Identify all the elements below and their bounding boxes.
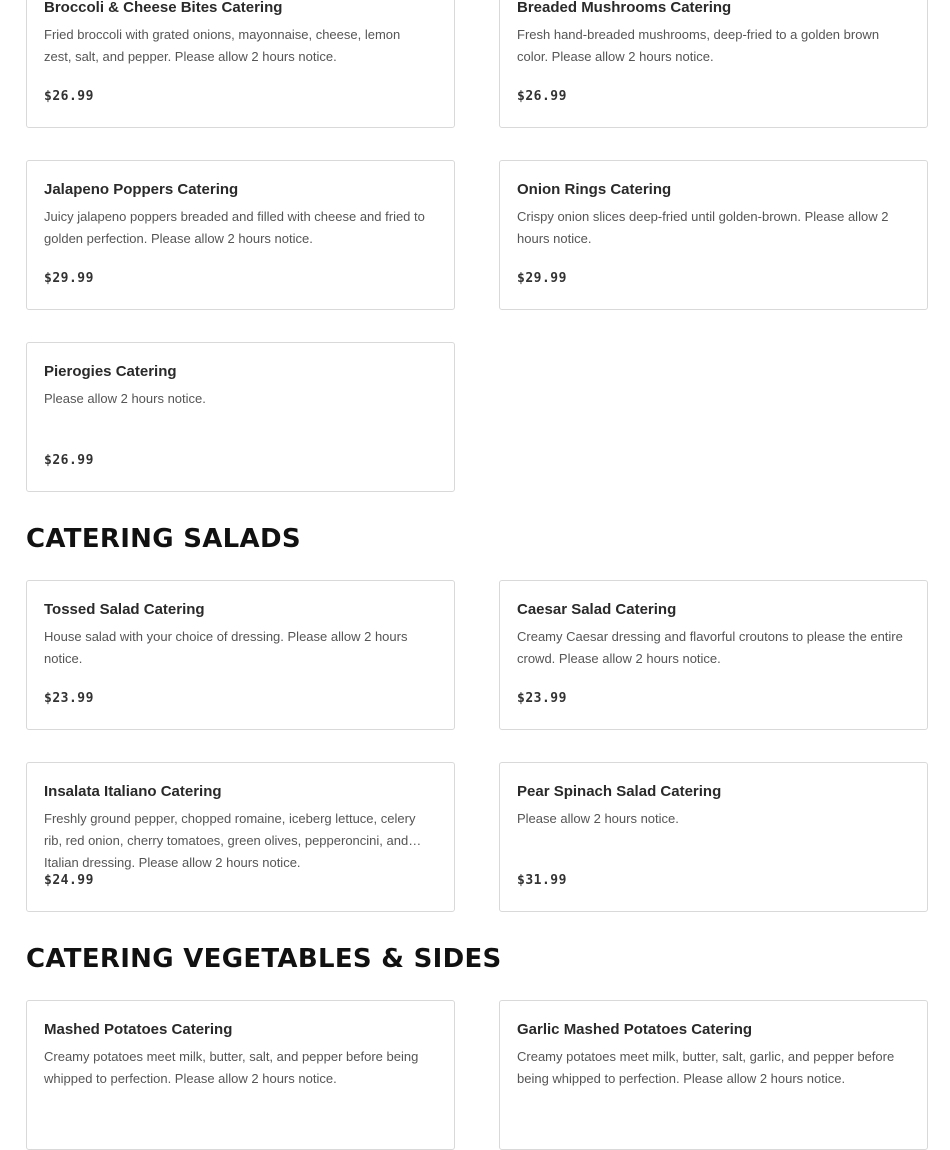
menu-item-card-garlic-mashed-potatoes[interactable] — [499, 1000, 928, 1150]
menu-item-price: $26.99 — [44, 453, 94, 468]
menu-item-description: Crispy onion slices deep-fried until golden-brown. Please allow 2 hours notice. — [517, 209, 889, 246]
menu-item-name: Insalata Italiano Catering — [44, 783, 222, 800]
menu-item-name: Broccoli & Cheese Bites Catering — [44, 0, 283, 16]
menu-item-description: House salad with your choice of dressing. Please allow 2 hours notice. — [44, 629, 408, 666]
menu-item-card-pear-spinach-salad[interactable] — [499, 762, 928, 912]
menu-item-name: Mashed Potatoes Catering — [44, 1021, 233, 1038]
menu-item-name: Garlic Mashed Potatoes Catering — [517, 1021, 753, 1038]
menu-item-price: $29.99 — [517, 271, 567, 286]
menu-item-price: $26.99 — [517, 89, 567, 104]
menu-item-price: $26.99 — [44, 89, 94, 104]
menu-item-price: $24.99 — [44, 873, 94, 888]
menu-item-price: $23.99 — [44, 691, 94, 706]
section-heading-catering-salads: CATERING SALADS — [26, 524, 301, 554]
menu-item-card-jalapeno-poppers[interactable] — [26, 160, 455, 310]
menu-item-description: Creamy potatoes meet milk, butter, salt, garlic, and pepper before being whipped to perfection. Please allow 2 hours notice. — [517, 1049, 895, 1086]
menu-item-description: Juicy jalapeno poppers breaded and filled with cheese and fried to golden perfection. Please allow 2 hours notice. — [44, 209, 425, 246]
menu-item-description: Freshly ground pepper, chopped romaine, iceberg lettuce, celery rib, red onion, cherry tomatoes, green olives, pepperoncini, and Italian dressing. Please allow 2 hours notice. — [44, 811, 416, 870]
menu-item-name: Pear Spinach Salad Catering — [517, 783, 722, 800]
menu-item-card-mashed-potatoes[interactable] — [26, 1000, 455, 1150]
menu-item-name: Caesar Salad Catering — [517, 601, 677, 618]
menu-item-card-insalata-italiano[interactable] — [26, 762, 455, 912]
menu-item-name: Breaded Mushrooms Catering — [517, 0, 732, 16]
menu-item-price: $31.99 — [517, 873, 567, 888]
section-heading-catering-vegetables-sides: CATERING VEGETABLES & SIDES — [26, 944, 502, 974]
menu-item-price: $29.99 — [44, 271, 94, 286]
menu-item-description: Fried broccoli with grated onions, mayonnaise, cheese, lemon zest, salt, and pepper. Please allow 2 hours notice. — [44, 27, 401, 64]
menu-item-card-onion-rings[interactable] — [499, 160, 928, 310]
menu-item-card-tossed-salad[interactable] — [26, 580, 455, 730]
menu-item-description: Please allow 2 hours notice. — [517, 811, 679, 826]
menu-item-card-pierogies[interactable] — [26, 342, 455, 492]
menu-item-name: Tossed Salad Catering — [44, 601, 205, 618]
menu-item-price: $23.99 — [517, 691, 567, 706]
menu-item-description: Fresh hand-breaded mushrooms, deep-fried to a golden brown color. Please allow 2 hours notice. — [517, 27, 880, 64]
menu-item-name: Jalapeno Poppers Catering — [44, 181, 239, 198]
menu-item-description: Creamy potatoes meet milk, butter, salt, and pepper before being whipped to perfection. Please allow 2 hours notice. — [44, 1049, 419, 1086]
menu-item-card-breaded-mushrooms[interactable] — [499, 0, 928, 128]
menu-item-card-caesar-salad[interactable] — [499, 580, 928, 730]
menu-item-name: Pierogies Catering — [44, 363, 177, 380]
menu-item-card-broccoli-cheese-bites[interactable] — [26, 0, 455, 128]
menu-item-name: Onion Rings Catering — [517, 181, 672, 198]
menu-item-description: Please allow 2 hours notice. — [44, 391, 206, 406]
menu-item-description: Creamy Caesar dressing and flavorful croutons to please the entire crowd. Please allow 2 hours notice. — [517, 629, 903, 666]
